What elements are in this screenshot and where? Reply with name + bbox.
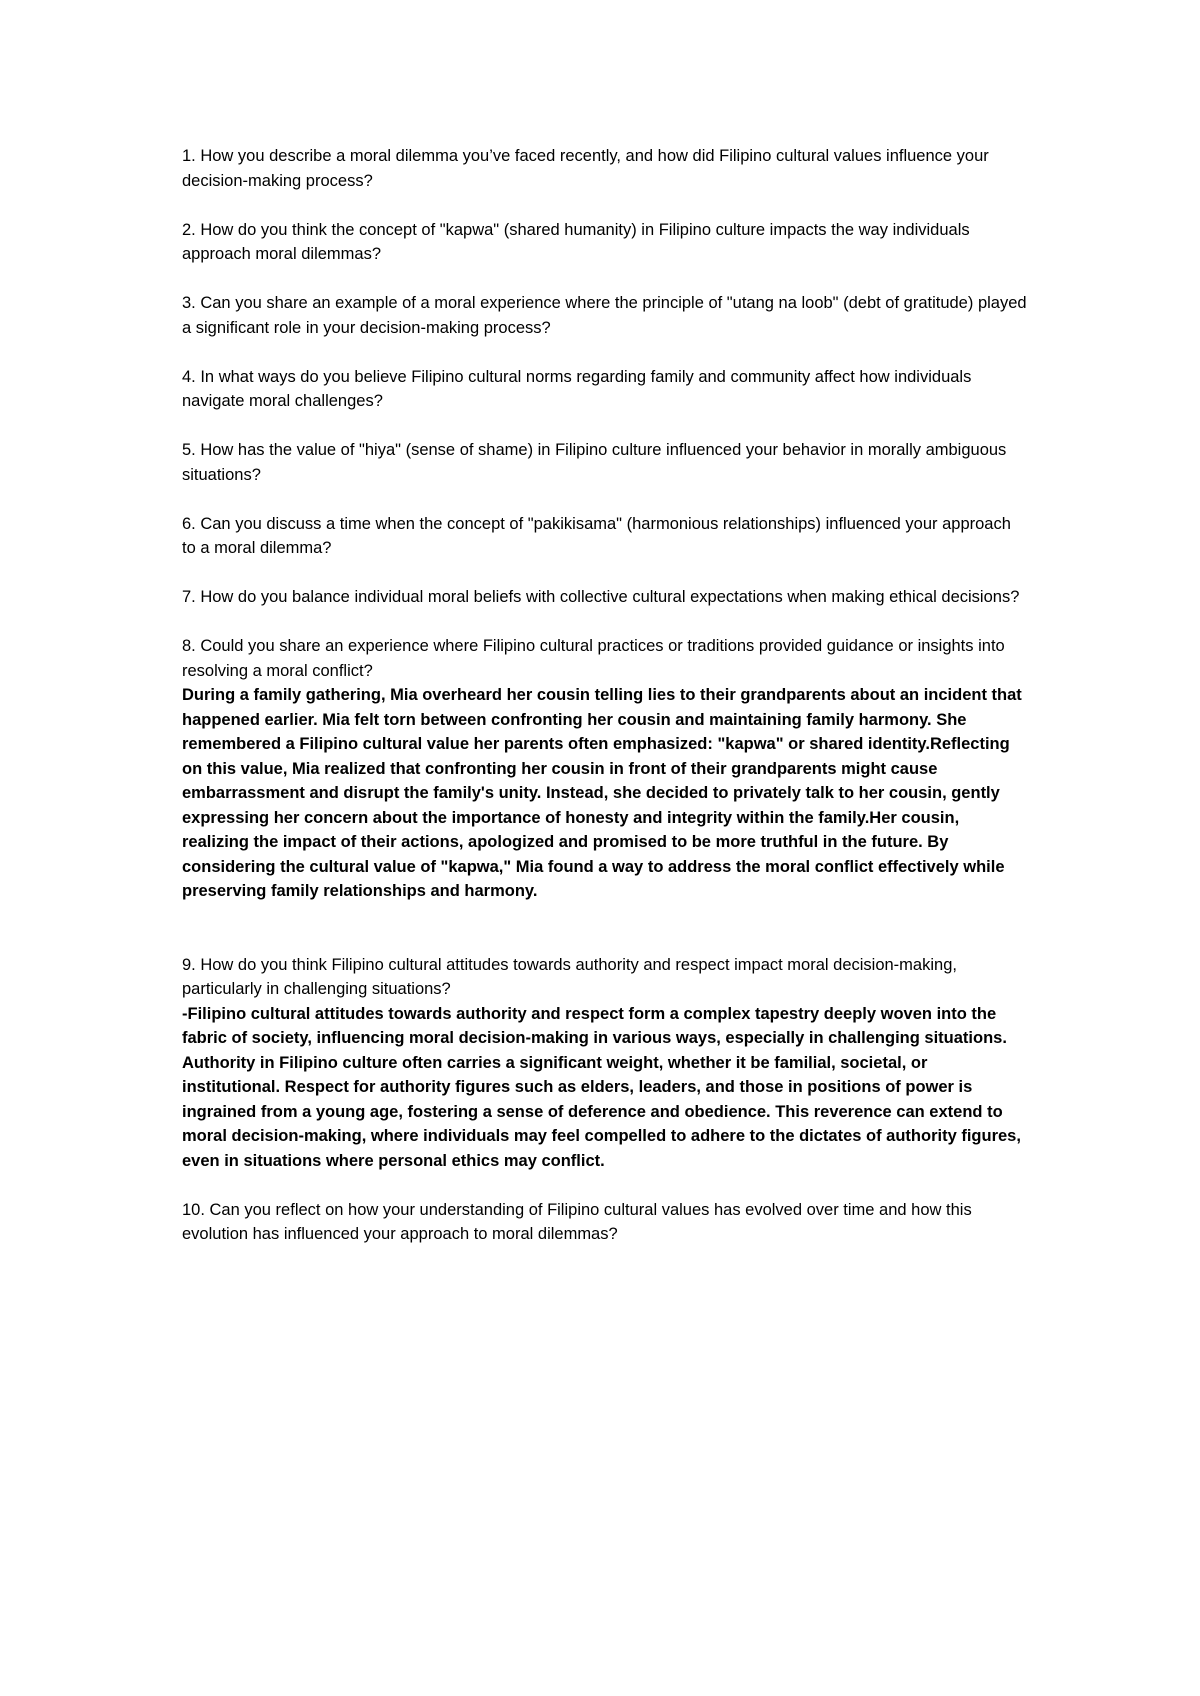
question-block-9 [182,953,1027,1174]
answer-9: -Filipino cultural attitudes towards authority and respect form a complex tapestry deeply woven into the fabric of society, influencing moral decision-making in various ways, especially in challenging situations. Authority in Filipino culture often carries a significant weight, whether it be familial, societal, or institutional. Respect for authority figures such as elders, leaders, and those in positions of power is ingrained from a young age, fostering a sense of deference and obedience. This reverence can extend to moral decision-making, where individuals may feel compelled to adhere to the dictates of authority figures, even in situations where personal ethics may conflict. [182,1004,1021,1170]
question-10: 10. Can you reflect on how your understanding of Filipino cultural values has evolved over time and how this evolution has influenced your approach to moral dilemmas? [182,1200,972,1243]
question-3: 3. Can you share an example of a moral experience where the principle of "utang na loob" (debt of gratitude) played a significant role in your decision-making process? [182,294,1027,337]
question-block-6 [182,512,1027,561]
question-2: 2. How do you think the concept of "kapwa" (shared humanity) in Filipino culture impacts the way individuals approach moral dilemmas? [182,220,970,263]
question-block-4 [182,365,1027,414]
question-1: 1. How you describe a moral dilemma you’ve faced recently, and how did Filipino cultural values influence your decision-making process? [182,147,989,190]
question-block-5 [182,438,1027,487]
answer-8: During a family gathering, Mia overheard her cousin telling lies to their grandparents about an incident that happened earlier. Mia felt torn between confronting her cousin and maintaining family harmony. She remembered a Filipino cultural value her parents often emphasized: "kapwa" or shared identity.Reflecting on this value, Mia realized that confronting her cousin in front of their grandparents might cause embarrassment and disrupt the family's unity. Instead, she decided to privately talk to her cousin, gently expressing her concern about the importance of honesty and integrity within the family.Her cousin, realizing the impact of their actions, apologized and promised to be more truthful in the future. By considering the cultural value of "kapwa," Mia found a way to address the moral conflict effectively while preserving family relationships and harmony. [182,686,1022,900]
question-block-8 [182,634,1027,904]
question-8: 8. Could you share an experience where Filipino cultural practices or traditions provided guidance or insights into resolving a moral conflict? [182,637,1005,680]
question-block-10 [182,1198,1027,1247]
document-body [182,144,1027,1271]
question-5: 5. How has the value of "hiya" (sense of shame) in Filipino culture influenced your behavior in morally ambiguous situations? [182,441,1007,484]
question-block-1 [182,144,1027,193]
question-block-3 [182,291,1027,340]
question-4: 4. In what ways do you believe Filipino cultural norms regarding family and community affect how individuals navigate moral challenges? [182,367,972,410]
question-6: 6. Can you discuss a time when the concept of "pakikisama" (harmonious relationships) influenced your approach to a moral dilemma? [182,514,1011,557]
question-block-2 [182,218,1027,267]
question-block-7 [182,585,1027,610]
question-9: 9. How do you think Filipino cultural attitudes towards authority and respect impact moral decision-making, particularly in challenging situations? [182,955,957,998]
question-7: 7. How do you balance individual moral beliefs with collective cultural expectations when making ethical decisions? [182,588,1020,606]
